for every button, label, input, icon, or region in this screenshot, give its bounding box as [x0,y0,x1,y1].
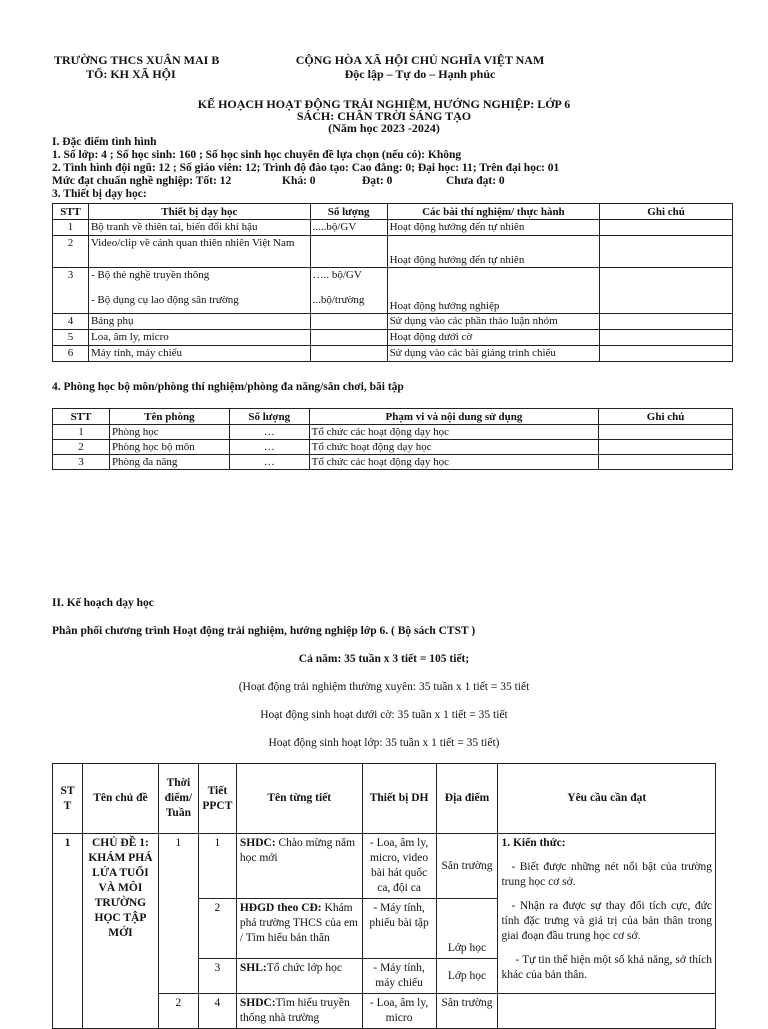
col-time: Thời điểm/ Tuần [158,764,198,834]
lesson-name: Tìm hiểu truyền thống nhà trường [239,997,350,1024]
lesson-name: Chào mừng năm học mới [239,837,356,864]
table-row [53,220,733,236]
group-name: TỔ: KH XÃ HỘI [86,67,176,81]
cell-requirement [498,834,716,994]
section1-line1: 1. Số lớp: 4 ; Số học sinh: 160 ; Số học sinh học chuyên đề lựa chọn (nếu có): Không [52,149,462,161]
cell-room-name: Phòng học [109,425,229,440]
cell-device: Bảng phụ [88,314,310,330]
cell-room-name: Phòng học bộ môn [109,440,229,455]
device-line-2: - Bộ dụng cụ lao động sân trường [90,294,239,306]
col-stt: STT [53,204,89,220]
section2-total: Cả năm: 35 tuần x 3 tiết = 105 tiết; [298,653,470,665]
cell-stt: 3 [53,455,110,470]
cell-note [600,236,733,268]
lesson-name: Khám phá trường THCS của em / Tìm hiểu bản thân [239,902,358,944]
school-name: TRƯỜNG THCS XUÂN MAI B [54,53,220,67]
cell-equipment: - Máy tính, phiếu bài tập [362,899,436,959]
lesson-type: SHL: [239,962,267,974]
table-row [53,236,733,268]
cell-scope: Tổ chức hoạt động dạy học [309,440,599,455]
col-equipment: Thiết bị DH [362,764,436,834]
cell-place: Lớp học [436,959,498,994]
table-row [53,314,733,330]
device-line-1: - Bộ thẻ nghề truyền thông [90,269,210,281]
cell-practice: Hoạt động hướng đến tự nhiên [387,236,600,268]
table-row [53,440,733,455]
school-year: (Năm học 2023 -2024) [328,121,440,135]
section2-p1: (Hoạt động trải nghiệm thường xuyên: 35 tuần x 1 tiết = 35 tiết [238,681,530,693]
cell-note [599,455,733,470]
qty-line-2: ...bộ/trường [312,294,365,306]
section1-line3b: Khá: 0 [282,175,316,187]
table-row [53,346,733,362]
col-lesson: Tên từng tiết [236,764,362,834]
col-requirement: Yêu cầu cần đạt [498,764,716,834]
cell-qty: … [229,455,309,470]
cell-period: 3 [198,959,236,994]
table-row [53,330,733,346]
cell-period: 4 [198,994,236,1029]
section1-line2: 2. Tình hình đội ngũ: 12 ; Số giáo viên: 12; Trình độ đào tạo: Cao đẳng: 0; Đại học: 11; Trên đại học: 01 [52,162,560,174]
requirement-heading: 1. Kiến thức: [501,837,566,849]
cell-room-name: Phòng đa năng [109,455,229,470]
cell-qty: … [229,425,309,440]
col-qty: Số lượng [310,204,387,220]
rooms-table [52,408,733,470]
cell-practice: Hoạt động hướng nghiệp [387,268,600,314]
col-qty: Số lượng [229,409,309,425]
col-practice: Các bài thí nghiệm/ thực hành [387,204,600,220]
cell-topic-stt: 1 [53,834,83,1029]
cell-device: Bộ tranh về thiên tai, biến đổi khí hậu [88,220,310,236]
motto: Độc lập – Tự do – Hạnh phúc [344,67,496,81]
cell-qty: .....bộ/GV [310,220,387,236]
section1-line3a: Mức đạt chuẩn nghề nghiệp: Tốt: 12 [52,175,232,187]
cell-equipment: - Loa, âm ly, micro [362,994,436,1029]
col-scope: Phạm vi và nội dung sử dụng [309,409,599,425]
cell-note [600,268,733,314]
cell-practice: Hoạt động dưới cờ [387,330,600,346]
cell-note [600,220,733,236]
cell-place: Lớp học [436,899,498,959]
cell-practice: Sử dụng vào các bài giảng trình chiếu [387,346,600,362]
lesson-name: Tổ chức lớp học [266,962,342,974]
cell-stt: 6 [53,346,89,362]
cell-lesson [236,959,362,994]
section4-heading: 4. Phòng học bộ môn/phòng thí nghiệm/phòng đa năng/sân chơi, bãi tập [52,381,404,393]
cell-stt: 4 [53,314,89,330]
cell-period: 1 [198,834,236,899]
cell-qty: … [229,440,309,455]
cell-note [599,440,733,455]
cell-practice: Sử dụng vào các phần thảo luận nhóm [387,314,600,330]
lesson-type: SHDC: [239,997,276,1009]
table-row [53,834,716,899]
cell-qty [310,268,387,314]
cell-stt: 2 [53,440,110,455]
section1-line3c: Đạt: 0 [362,175,393,187]
cell-note [600,314,733,330]
cell-device: Máy tính, máy chiếu [88,346,310,362]
requirement-item: - Tự tin thể hiện một số khả năng, sở thích khác của bản thân. [501,954,712,981]
equipment-table [52,203,733,362]
cell-week: 2 [158,994,198,1029]
cell-device: Video/clip về cảnh quan thiên nhiên Việt Nam [88,236,310,268]
section2-p2: Hoạt động sinh hoạt dưới cờ: 35 tuần x 1 tiết = 35 tiết [260,709,508,721]
cell-note [600,346,733,362]
cell-lesson [236,994,362,1029]
col-topic: Tên chủ đề [82,764,158,834]
table-row [53,268,733,314]
col-note: Ghi chú [599,409,733,425]
cell-lesson [236,899,362,959]
cell-scope: Tổ chức các hoạt động dạy học [309,455,599,470]
table-row [53,425,733,440]
cell-qty [310,314,387,330]
cell-stt: 3 [53,268,89,314]
cell-stt: 1 [53,425,110,440]
cell-place: Sân trường [436,994,498,1029]
cell-stt: 1 [53,220,89,236]
requirement-item: - Nhận ra được sự thay đổi tích cực, đức tính đặc trưng và giá trị của bản thân trong giai đoạn đầu trung học cơ sở. [501,900,712,942]
col-stt: ST T [53,764,83,834]
country-name: CỘNG HÒA XÃ HỘI CHỦ NGHĨA VIỆT NAM [295,53,545,67]
col-period: Tiết PPCT [198,764,236,834]
cell-topic-name: CHỦ ĐỀ 1: KHÁM PHÁ LỨA TUỔI VÀ MÔI TRƯỜNG HỌC TẬP MỚI [82,834,158,1029]
cell-note [599,425,733,440]
cell-qty [310,346,387,362]
cell-device: Loa, âm ly, micro [88,330,310,346]
col-note: Ghi chú [600,204,733,220]
section1-line4: 3. Thiết bị dạy học: [52,188,147,200]
cell-requirement-empty [498,994,716,1029]
col-place: Địa điểm [436,764,498,834]
section1-line3d: Chưa đạt: 0 [446,175,505,187]
section2-p3: Hoạt động sinh hoạt lớp: 35 tuần x 1 tiết = 35 tiết) [268,737,500,749]
cell-stt: 5 [53,330,89,346]
cell-note [600,330,733,346]
cell-week: 1 [158,834,198,994]
qty-line-1: ….. bộ/GV [312,269,362,281]
col-device: Thiết bị dạy học [88,204,310,220]
cell-equipment: - Loa, âm ly, micro, video bài hát quốc ca, đội ca [362,834,436,899]
lesson-type: SHDC: [239,837,276,849]
cell-stt: 2 [53,236,89,268]
document-subtitle: SÁCH: CHÂN TRỜI SÁNG TẠO [296,109,472,123]
cell-place: Sân trường [436,834,498,899]
requirement-item: - Biết được những nét nổi bật của trường trung học cơ sở. [501,861,712,888]
document-title: KẾ HOẠCH HOẠT ĐỘNG TRẢI NGHIỆM, HƯỚNG NGHIỆP: LỚP 6 [197,97,571,111]
col-stt: STT [53,409,110,425]
cell-period: 2 [198,899,236,959]
section1-heading: I. Đặc điểm tình hình [52,136,157,148]
col-room-name: Tên phòng [109,409,229,425]
cell-practice: Hoạt động hướng đến tự nhiên [387,220,600,236]
cell-qty [310,330,387,346]
lesson-type: HĐGD theo CĐ: [239,902,322,914]
cell-lesson [236,834,362,899]
table-row [53,455,733,470]
section2-subheading: Phân phối chương trình Hoạt động trải nghiệm, hướng nghiệp lớp 6. ( Bộ sách CTST ) [52,625,476,637]
curriculum-table [52,763,716,1029]
cell-scope: Tổ chức các hoạt động dạy học [309,425,599,440]
section2-heading: II. Kế hoạch dạy học [52,597,154,609]
cell-device [88,268,310,314]
cell-qty [310,236,387,268]
cell-equipment: - Máy tính, máy chiếu [362,959,436,994]
